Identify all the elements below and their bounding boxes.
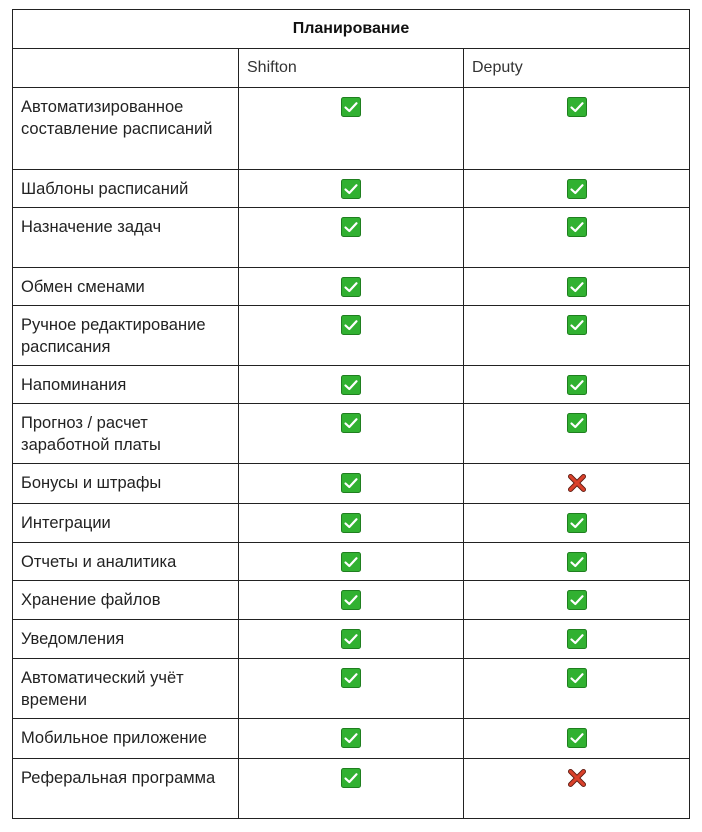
feature-label: Мобильное приложение	[13, 719, 239, 759]
feature-label: Назначение задач	[13, 208, 239, 268]
deputy-cell	[464, 366, 690, 404]
table-row	[13, 504, 690, 543]
deputy-cell	[464, 88, 690, 170]
deputy-cell	[464, 504, 690, 543]
shifton-cell	[239, 759, 464, 819]
deputy-cell	[464, 719, 690, 759]
deputy-cell	[464, 759, 690, 819]
shifton-cell	[239, 208, 464, 268]
deputy-cell	[464, 404, 690, 464]
deputy-cell	[464, 659, 690, 719]
shifton-cell	[239, 543, 464, 581]
deputy-cell	[464, 268, 690, 306]
deputy-cell	[464, 306, 690, 366]
check-icon	[341, 413, 361, 433]
header-feature	[13, 49, 239, 88]
check-icon	[341, 513, 361, 533]
feature-label: Уведомления	[13, 620, 239, 659]
feature-label: Автоматизированное составление расписаний	[13, 88, 239, 170]
feature-label: Интеграции	[13, 504, 239, 543]
shifton-cell	[239, 581, 464, 620]
check-icon	[567, 179, 587, 199]
table-row	[13, 170, 690, 208]
check-icon	[567, 97, 587, 117]
shifton-cell	[239, 306, 464, 366]
table-row	[13, 719, 690, 759]
check-icon	[567, 375, 587, 395]
check-icon	[567, 668, 587, 688]
shifton-cell	[239, 170, 464, 208]
feature-label: Прогноз / расчет заработной платы	[13, 404, 239, 464]
comparison-table	[12, 9, 690, 819]
shifton-cell	[239, 659, 464, 719]
check-icon	[567, 217, 587, 237]
check-icon	[567, 552, 587, 572]
shifton-cell	[239, 366, 464, 404]
table-row	[13, 620, 690, 659]
check-icon	[567, 590, 587, 610]
shifton-cell	[239, 719, 464, 759]
table-row	[13, 659, 690, 719]
feature-label: Напоминания	[13, 366, 239, 404]
shifton-cell	[239, 504, 464, 543]
check-icon	[341, 217, 361, 237]
check-icon	[567, 277, 587, 297]
deputy-cell	[464, 208, 690, 268]
table-row	[13, 464, 690, 504]
table-row	[13, 88, 690, 170]
title-row	[13, 10, 690, 49]
feature-label: Автоматический учёт времени	[13, 659, 239, 719]
deputy-cell	[464, 620, 690, 659]
check-icon	[341, 473, 361, 493]
shifton-cell	[239, 88, 464, 170]
check-icon	[341, 375, 361, 395]
table-row	[13, 581, 690, 620]
table-row	[13, 268, 690, 306]
check-icon	[341, 552, 361, 572]
table-row	[13, 404, 690, 464]
check-icon	[567, 315, 587, 335]
check-icon	[341, 179, 361, 199]
check-icon	[341, 768, 361, 788]
check-icon	[341, 668, 361, 688]
feature-label: Отчеты и аналитика	[13, 543, 239, 581]
table-row	[13, 759, 690, 819]
deputy-cell	[464, 543, 690, 581]
table-row	[13, 543, 690, 581]
table-title: Планирование	[13, 10, 690, 49]
deputy-cell	[464, 464, 690, 504]
shifton-cell	[239, 268, 464, 306]
check-icon	[341, 590, 361, 610]
deputy-cell	[464, 170, 690, 208]
check-icon	[567, 413, 587, 433]
feature-label: Бонусы и штрафы	[13, 464, 239, 504]
cross-icon	[567, 768, 587, 788]
check-icon	[341, 728, 361, 748]
shifton-cell	[239, 620, 464, 659]
table-row	[13, 306, 690, 366]
table-row	[13, 366, 690, 404]
feature-label: Шаблоны расписаний	[13, 170, 239, 208]
check-icon	[341, 97, 361, 117]
table-row	[13, 208, 690, 268]
check-icon	[567, 728, 587, 748]
check-icon	[567, 513, 587, 533]
table-body	[13, 88, 690, 819]
header-shifton: Shifton	[239, 49, 464, 88]
header-deputy: Deputy	[464, 49, 690, 88]
cross-icon	[567, 473, 587, 493]
check-icon	[341, 315, 361, 335]
feature-label: Реферальная программа	[13, 759, 239, 819]
check-icon	[341, 277, 361, 297]
shifton-cell	[239, 404, 464, 464]
shifton-cell	[239, 464, 464, 504]
feature-label: Обмен сменами	[13, 268, 239, 306]
deputy-cell	[464, 581, 690, 620]
header-row	[13, 49, 690, 88]
check-icon	[567, 629, 587, 649]
feature-label: Хранение файлов	[13, 581, 239, 620]
check-icon	[341, 629, 361, 649]
feature-label: Ручное редактирование расписания	[13, 306, 239, 366]
